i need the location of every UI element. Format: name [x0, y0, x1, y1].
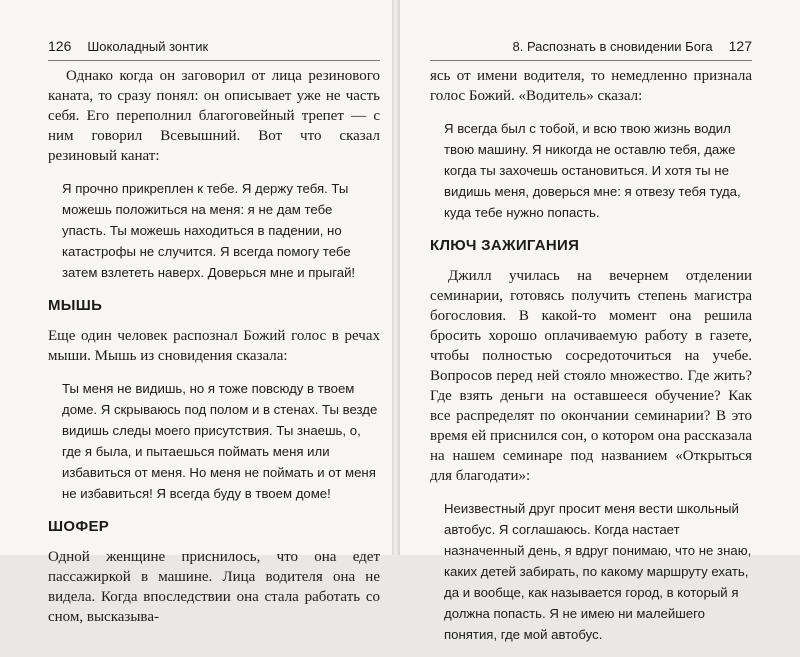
left-page-number: 126 — [48, 38, 72, 54]
right-paragraph-2: Джилл училась на вечернем отделении семинарии, готовясь получить степень магистра богословия. В какой-то момент она решила бросить хорошо оплачиваемую работу в газете, чтобы полностью сосредоточиться на учебе. Вопросов перед ней стояло множество. Где жить? Где взять деньги на оставшееся обучение? Как все распределят по окончании семинарии? В это время ей приснился сон, о котором она рассказала на нашем семинаре под названием «Открыться для благодати»: — [430, 268, 752, 484]
right-quote-2-text: Неизвестный друг просит меня вести школьный автобус. Я соглашаюсь. Когда настает назначенный день, я вдруг понимаю, что не знаю, каких детей забирать, по какому маршруту ехать, да и вообще, как называется город, в который я должна попасть. Я не имею ни малейшего понятия, где мой автобус. — [444, 501, 752, 642]
left-quote-2 — [62, 378, 380, 504]
right-paragraph-1: ясь от имени водителя, то немедленно признала голос Божий. «Водитель» сказал: — [430, 68, 752, 104]
left-quote-1-text: Я прочно прикреплен к тебе. Я держу тебя. Ты можешь положиться на меня: я не дам тебе упасть. Ты можешь находиться в падении, но катастрофы не случится. Я всегда помогу тебе затем взлететь наверх. Доверься мне и прыгай! — [62, 181, 356, 280]
right-quote-2 — [444, 498, 752, 645]
right-heading-ignition-key: КЛЮЧ ЗАЖИГАНИЯ — [430, 237, 580, 254]
left-paragraph-2: Еще один человек распознал Божий голос в речах мыши. Мышь из сновидения сказала: — [48, 328, 380, 364]
right-running-head — [496, 38, 752, 54]
right-quote-1 — [444, 118, 752, 223]
left-quote-2-text: Ты меня не видишь, но я тоже повсюду в твоем доме. Я скрываюсь под полом и в стенах. Ты везде видишь следы моего присутствия. Ты знаешь, о, где я была, и пытаешься поймать меня или избавиться от меня. Но меня не поймать и от меня не избавиться! Я всегда буду в твоем доме! — [62, 381, 378, 501]
right-running-title: 8. Распознать в сновидении Бога — [512, 39, 713, 54]
left-running-title: Шоколадный зонтик — [87, 39, 209, 54]
right-quote-1-text: Я всегда был с тобой, и всю твою жизнь водил твою машину. Я никогда не оставлю тебя, даже когда ты захочешь остановиться. И хотя ты не видишь меня, доверься мне: я отвезу тебя туда, куда тебе нужно попасть. — [444, 121, 741, 220]
left-paragraph-1: Однако когда он заговорил от лица резинового каната, то сразу понял: он описывает уже не часть себя. Его переполнил благоговейный трепет — с ним говорил Всевышний. Вот что сказал резиновый канат: — [48, 68, 380, 164]
left-header-rule — [48, 60, 380, 61]
left-page — [0, 0, 392, 625]
right-page — [400, 0, 800, 642]
left-paragraph-3: Одной женщине приснилось, что она едет пассажиркой в машине. Лица водителя она не видела. Когда впоследствии она стала работать со сном, высказыва- — [48, 549, 380, 625]
left-heading-driver: ШОФЕР — [48, 518, 110, 535]
right-page-number: 127 — [728, 38, 752, 54]
book-gutter — [392, 0, 400, 555]
left-quote-1 — [62, 178, 380, 283]
right-header-rule — [430, 60, 752, 61]
left-page-body — [48, 66, 380, 627]
left-running-head — [48, 38, 224, 54]
left-heading-mouse: МЫШЬ — [48, 297, 103, 314]
right-page-body — [430, 66, 752, 657]
